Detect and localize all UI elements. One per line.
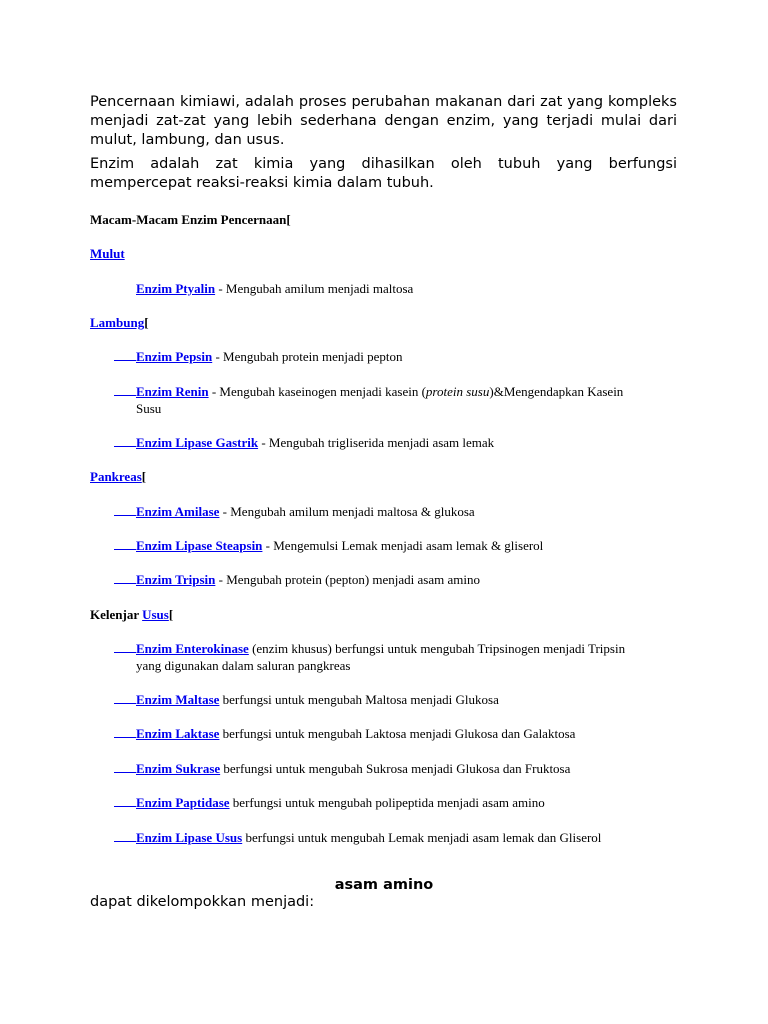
list-item — [114, 829, 674, 846]
heading-suffix: [ — [144, 315, 149, 330]
link-indent — [114, 503, 136, 516]
item-text: - Mengubah protein (pepton) menjadi asam amino — [215, 572, 480, 587]
item-text: - Mengubah trigliserida menjadi asam lemak — [258, 435, 495, 450]
enzim-lipase-gastrik-link[interactable]: Enzim Lipase Gastrik — [136, 435, 259, 450]
link-indent — [114, 829, 136, 842]
item-continuation: yang digunakan dalam saluran pangkreas — [136, 658, 351, 673]
list-item — [114, 760, 674, 777]
list-item — [114, 571, 674, 588]
enzim-laktase-link[interactable]: Enzim Laktase — [136, 726, 220, 741]
link-indent — [114, 725, 136, 738]
heading-suffix: [ — [141, 469, 147, 484]
item-text: berfungsi untuk mengubah Laktosa menjadi Glukosa dan Galaktosa — [219, 726, 576, 741]
mulut-link[interactable]: Mulut — [90, 246, 125, 261]
link-indent — [114, 691, 136, 704]
enzim-maltase-link[interactable]: Enzim Maltase — [136, 692, 220, 707]
list-item — [114, 348, 674, 365]
link-indent — [114, 794, 136, 807]
list-item — [114, 691, 674, 708]
link-indent — [114, 571, 136, 584]
enzim-renin-link[interactable]: Enzim Renin — [136, 384, 209, 399]
list-item — [114, 537, 674, 554]
enzim-paptidase-link[interactable]: Enzim Paptidase — [136, 795, 230, 810]
list-item — [114, 434, 674, 451]
enzim-ptyalin-link[interactable]: Enzim Ptyalin — [136, 281, 216, 296]
section-heading-mulut — [90, 245, 125, 262]
amino-text: dapat dikelompokkan menjadi: — [90, 894, 315, 910]
item-text: )&Mengendapkan Kasein — [489, 384, 624, 399]
link-indent — [114, 348, 136, 361]
section-heading-lambung — [90, 314, 149, 331]
list-item — [114, 725, 674, 742]
heading-suffix: [ — [168, 607, 174, 622]
main-heading: Macam-Macam Enzim Pencernaan[ — [90, 212, 291, 227]
section-heading-pankreas — [90, 468, 146, 485]
item-text: berfungsi untuk mengubah polipeptida menjadi asam amino — [229, 795, 545, 810]
usus-link[interactable]: Usus — [142, 607, 169, 622]
enzim-pepsin-link[interactable]: Enzim Pepsin — [136, 349, 213, 364]
intro-paragraph-1: Pencernaan kimiawi, adalah proses perubahan makanan dari zat yang kompleks menjadi zat-zat yang lebih sederhana dengan enzim, yang terjadi mulai dari mulut, lambung, dan usus. — [90, 94, 677, 148]
item-continuation: Susu — [136, 401, 162, 416]
enzim-tripsin-link[interactable]: Enzim Tripsin — [136, 572, 216, 587]
item-text: - Mengubah amilum menjadi maltosa & glukosa — [219, 504, 475, 519]
item-italic-text: protein susu — [425, 384, 490, 399]
enzim-lipase-steapsin-link[interactable]: Enzim Lipase Steapsin — [136, 538, 263, 553]
link-indent — [114, 383, 136, 396]
item-text: (enzim khusus) berfungsi untuk mengubah Tripsinogen menjadi Tripsin — [248, 641, 626, 656]
link-indent — [114, 434, 136, 447]
item-text: - Mengubah amilum menjadi maltosa — [215, 281, 414, 296]
item-text: berfungsi untuk mengubah Lemak menjadi asam lemak dan Gliserol — [242, 830, 602, 845]
link-indent — [114, 640, 136, 653]
pankreas-link[interactable]: Pankreas — [90, 469, 142, 484]
list-item — [114, 640, 674, 674]
section-heading-usus — [90, 606, 173, 623]
item-text: - Mengemulsi Lemak menjadi asam lemak & gliserol — [262, 538, 544, 553]
lambung-link[interactable]: Lambung — [90, 315, 145, 330]
link-indent — [114, 760, 136, 773]
list-item — [114, 503, 674, 520]
item-text: - Mengubah kaseinogen menjadi kasein ( — [208, 384, 426, 399]
link-indent — [114, 537, 136, 550]
enzim-amilase-link[interactable]: Enzim Amilase — [136, 504, 220, 519]
item-text: berfungsi untuk mengubah Sukrosa menjadi Glukosa dan Fruktosa — [220, 761, 571, 776]
list-item — [114, 383, 674, 417]
intro-paragraph-2: Enzim adalah zat kimia yang dihasilkan oleh tubuh yang berfungsi mempercepat reaksi-reaksi kimia dalam tubuh. — [90, 156, 677, 191]
item-text: berfungsi untuk mengubah Maltosa menjadi Glukosa — [219, 692, 499, 707]
amino-heading: asam amino — [334, 876, 434, 893]
list-item — [114, 794, 674, 811]
enzim-sukrase-link[interactable]: Enzim Sukrase — [136, 761, 221, 776]
list-item — [136, 280, 696, 297]
enzim-lipase-usus-link[interactable]: Enzim Lipase Usus — [136, 830, 243, 845]
item-text: - Mengubah protein menjadi pepton — [212, 349, 403, 364]
heading-prefix: Kelenjar — [90, 607, 143, 622]
enzim-enterokinase-link[interactable]: Enzim Enterokinase — [136, 641, 249, 656]
